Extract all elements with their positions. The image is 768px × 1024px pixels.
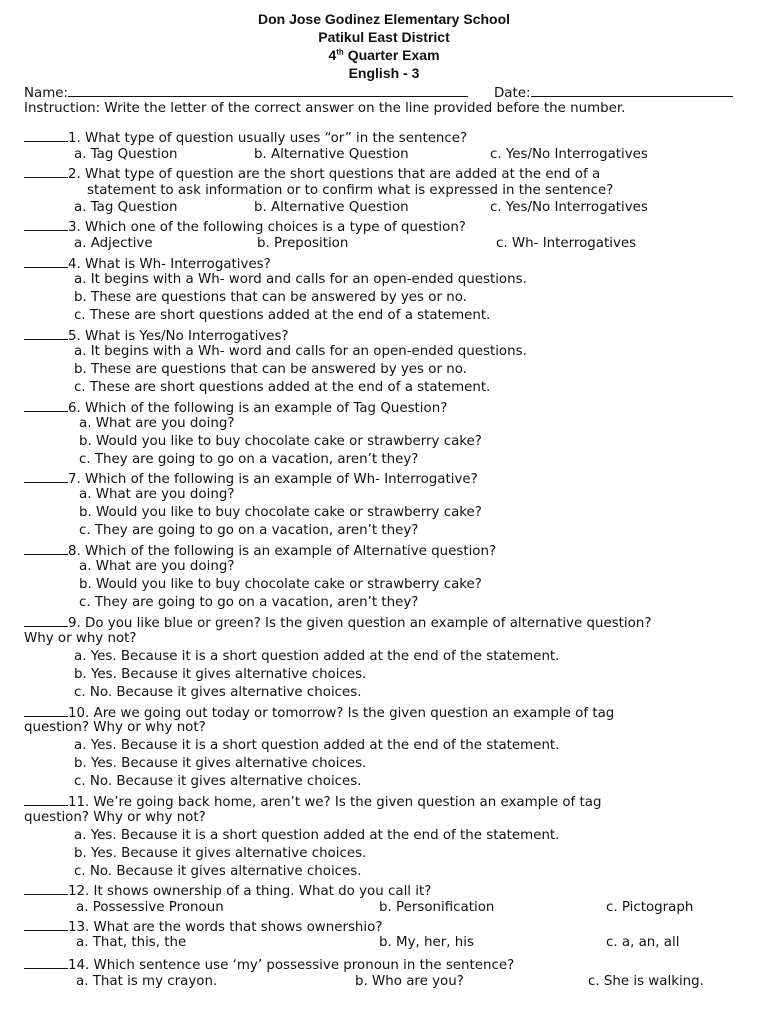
question-1-text: 1. What type of question usually uses “or” in the sentence? (68, 131, 468, 146)
name-label: Name: (24, 86, 69, 101)
q10-choice-b: b. Yes. Because it gives alternative choices. (74, 756, 367, 771)
q4-choice-b: b. These are questions that can be answered by yes or no. (74, 290, 467, 305)
q14-choice-b: b. Who are you? (355, 974, 464, 989)
answer-blank-8[interactable] (24, 541, 68, 555)
answer-blank-9[interactable] (24, 613, 68, 627)
q14-choice-c: c. She is walking. (588, 974, 704, 989)
date-label: Date: (494, 86, 531, 101)
question-1 (24, 128, 467, 148)
instruction-text: Instruction: Write the letter of the correct answer on the line provided before the number. (24, 101, 626, 116)
q8-choice-a: a. What are you doing? (79, 559, 235, 574)
q9-choice-c: c. No. Because it gives alternative choices. (74, 685, 362, 700)
q4-choice-a: a. It begins with a Wh- word and calls for an open-ended questions. (74, 272, 527, 287)
q8-choice-c: c. They are going to go on a vacation, aren’t they? (79, 595, 419, 610)
question-9-text: 9. Do you like blue or green? Is the given question an example of alternative question? (68, 616, 652, 631)
q6-choice-a: a. What are you doing? (79, 416, 235, 431)
question-8 (24, 541, 496, 561)
q1-choice-c: c. Yes/No Interrogatives (490, 147, 648, 162)
answer-blank-4[interactable] (24, 254, 68, 268)
question-2 (24, 164, 600, 184)
name-blank[interactable] (68, 83, 468, 97)
question-5-text: 5. What is Yes/No Interrogatives? (68, 329, 289, 344)
q14-choice-a: a. That is my crayon. (76, 974, 218, 989)
school-name: Don Jose Godinez Elementary School (257, 11, 511, 27)
answer-blank-12[interactable] (24, 881, 68, 895)
q1-choice-a: a. Tag Question (74, 147, 178, 162)
answer-blank-7[interactable] (24, 469, 68, 483)
question-5 (24, 326, 289, 346)
question-11 (24, 792, 602, 812)
q3-choice-b: b. Preposition (257, 236, 349, 251)
question-3 (24, 217, 466, 237)
answer-blank-2[interactable] (24, 164, 68, 178)
q11-choice-b: b. Yes. Because it gives alternative choices. (74, 846, 367, 861)
q10-choice-a: a. Yes. Because it is a short question added at the end of the statement. (74, 738, 560, 753)
answer-blank-14[interactable] (24, 955, 68, 969)
q6-choice-b: b. Would you like to buy chocolate cake or strawberry cake? (79, 434, 482, 449)
answer-blank-5[interactable] (24, 326, 68, 340)
q3-choice-c: c. Wh- Interrogatives (496, 236, 637, 251)
q7-choice-b: b. Would you like to buy chocolate cake or strawberry cake? (79, 505, 482, 520)
district-name: Patikul East District (318, 29, 450, 45)
question-8-text: 8. Which of the following is an example of Alternative question? (68, 544, 497, 559)
q5-choice-c: c. These are short questions added at the end of a statement. (74, 380, 491, 395)
q13-choice-a: a. That, this, the (76, 935, 187, 950)
q2-choice-c: c. Yes/No Interrogatives (490, 200, 648, 215)
answer-blank-1[interactable] (24, 128, 68, 142)
q8-choice-b: b. Would you like to buy chocolate cake or strawberry cake? (79, 577, 482, 592)
question-11-text-cont: question? Why or why not? (24, 810, 206, 825)
subject-title: English - 3 (348, 65, 420, 81)
question-10-text: 10. Are we going out today or tomorrow? Is the given question an example of tag (68, 706, 615, 721)
q5-choice-b: b. These are questions that can be answered by yes or no. (74, 362, 467, 377)
q13-choice-b: b. My, her, his (379, 935, 474, 950)
quarter-number: 4 (328, 47, 337, 63)
q4-choice-c: c. These are short questions added at the end of a statement. (74, 308, 491, 323)
quarter-label: Quarter Exam (343, 47, 440, 63)
date-blank[interactable] (531, 83, 733, 97)
answer-blank-10[interactable] (24, 703, 68, 717)
q10-choice-c: c. No. Because it gives alternative choices. (74, 774, 362, 789)
q3-choice-a: a. Adjective (74, 236, 153, 251)
question-10-text-cont: question? Why or why not? (24, 720, 206, 735)
question-14-text: 14. Which sentence use ‘my’ possessive pronoun in the sentence? (68, 958, 515, 973)
question-7-text: 7. Which of the following is an example of Wh- Interrogative? (68, 472, 478, 487)
q9-choice-b: b. Yes. Because it gives alternative choices. (74, 667, 367, 682)
question-6 (24, 398, 447, 418)
exam-title (0, 47, 768, 63)
q7-choice-a: a. What are you doing? (79, 487, 235, 502)
question-2-text: 2. What type of question are the short questions that are added at the end of a (68, 167, 601, 182)
question-6-text: 6. Which of the following is an example of Tag Question? (68, 401, 448, 416)
question-7 (24, 469, 478, 489)
q2-choice-b: b. Alternative Question (254, 200, 409, 215)
q11-choice-c: c. No. Because it gives alternative choices. (74, 864, 362, 879)
q13-choice-c: c. a, an, all (606, 935, 680, 950)
q7-choice-c: c. They are going to go on a vacation, aren’t they? (79, 523, 419, 538)
answer-blank-3[interactable] (24, 217, 68, 231)
q5-choice-a: a. It begins with a Wh- word and calls for an open-ended questions. (74, 344, 527, 359)
q12-choice-b: b. Personification (379, 900, 495, 915)
q9-choice-a: a. Yes. Because it is a short question added at the end of the statement. (74, 649, 560, 664)
question-14 (24, 955, 514, 975)
answer-blank-6[interactable] (24, 398, 68, 412)
question-13-text: 13. What are the words that shows ownershio? (68, 920, 383, 935)
question-9 (24, 613, 651, 633)
q6-choice-c: c. They are going to go on a vacation, aren’t they? (79, 452, 419, 467)
question-4 (24, 254, 271, 274)
quarter-suffix: th (336, 47, 344, 57)
question-12-text: 12. It shows ownership of a thing. What do you call it? (68, 884, 432, 899)
q1-choice-b: b. Alternative Question (254, 147, 409, 162)
q11-choice-a: a. Yes. Because it is a short question added at the end of the statement. (74, 828, 560, 843)
q12-choice-a: a. Possessive Pronoun (76, 900, 224, 915)
q2-choice-a: a. Tag Question (74, 200, 178, 215)
question-3-text: 3. Which one of the following choices is a type of question? (68, 220, 466, 235)
question-13 (24, 917, 382, 937)
answer-blank-11[interactable] (24, 792, 68, 806)
question-9-text-cont: Why or why not? (24, 631, 137, 646)
question-4-text: 4. What is Wh- Interrogatives? (68, 257, 271, 272)
question-2-text-cont: statement to ask information or to confirm what is expressed in the sentence? (87, 183, 614, 198)
q12-choice-c: c. Pictograph (606, 900, 694, 915)
question-11-text: 11. We’re going back home, aren’t we? Is the given question an example of tag (68, 795, 602, 810)
answer-blank-13[interactable] (24, 917, 68, 931)
question-12 (24, 881, 431, 901)
